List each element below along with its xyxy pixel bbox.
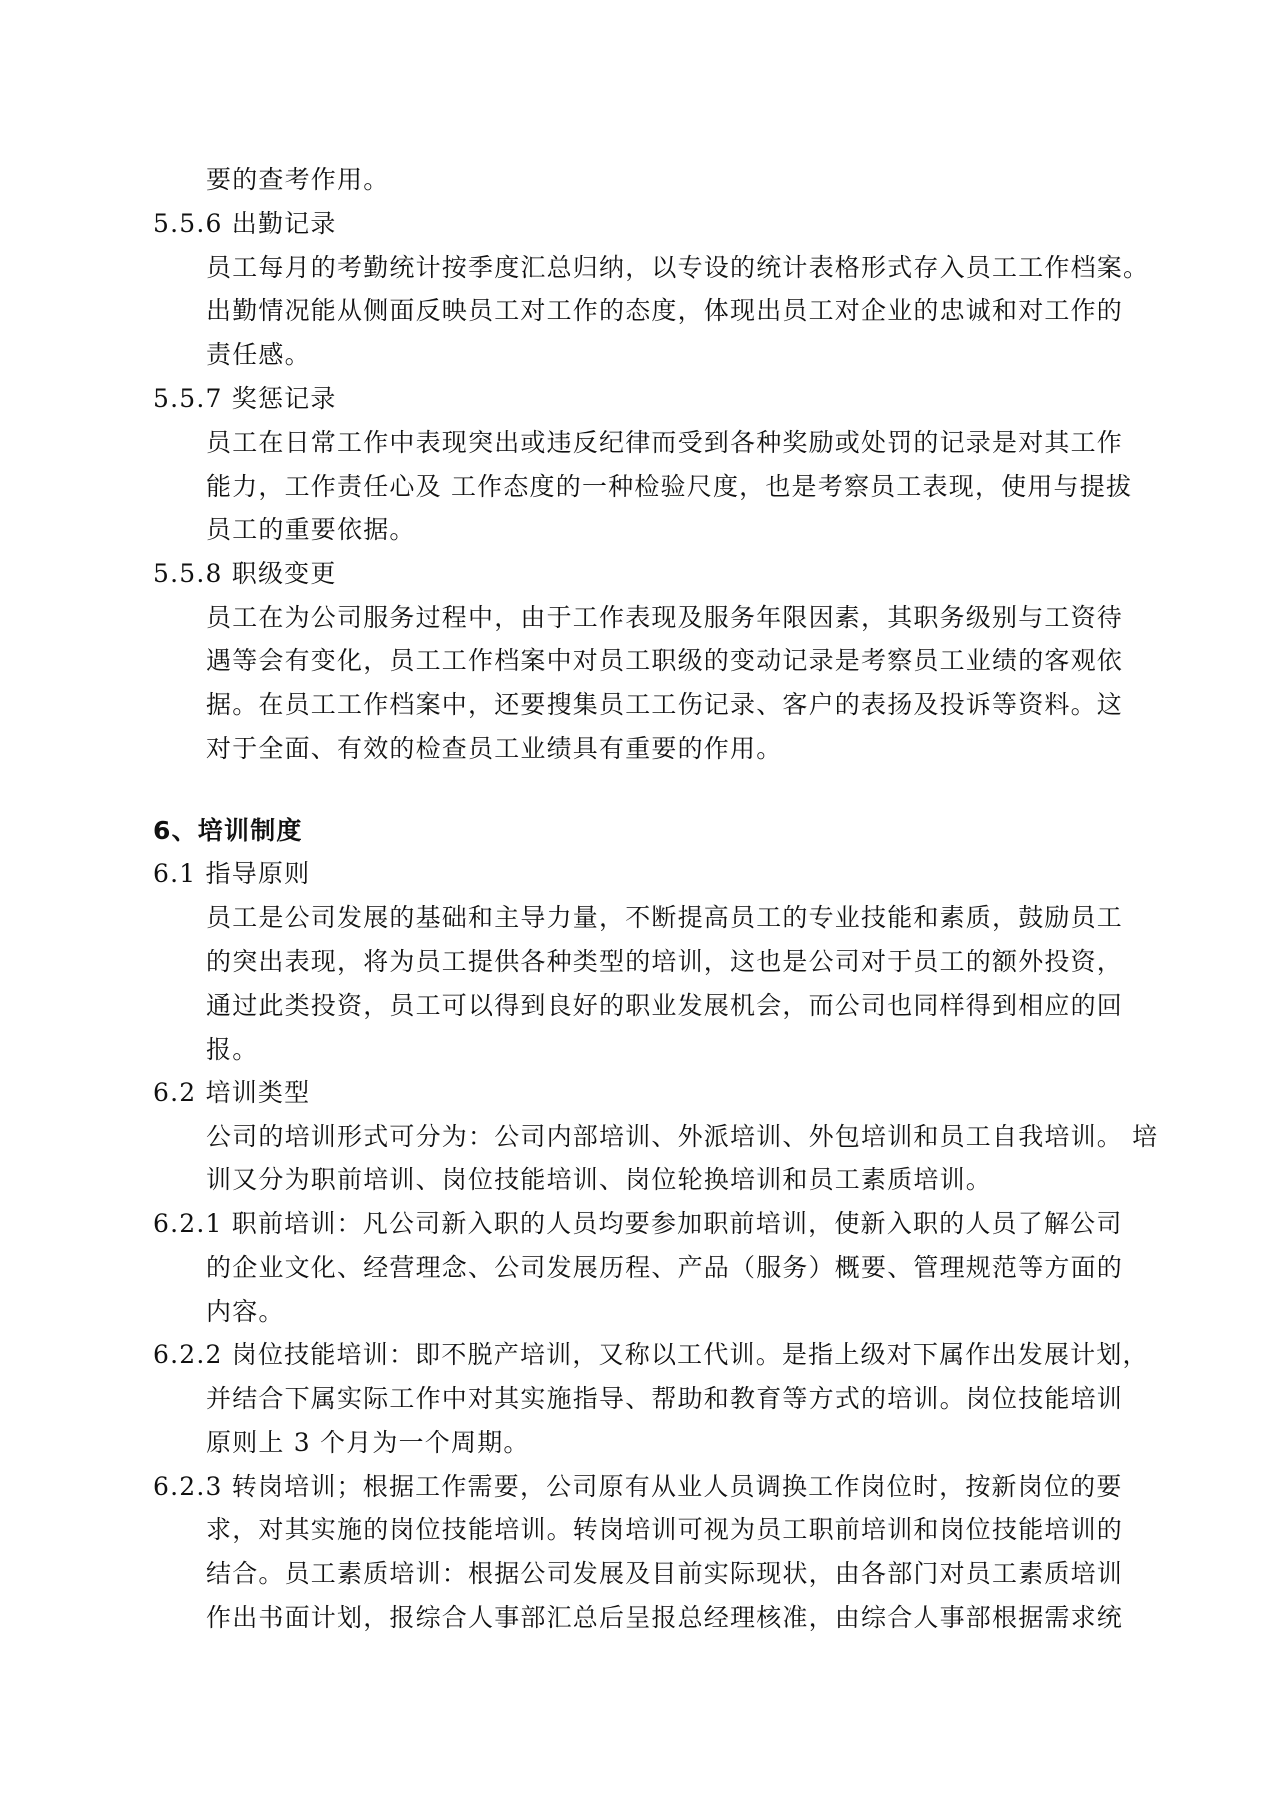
subsection-heading: 5.5.8 职级变更: [153, 559, 337, 588]
paragraph-line: 公司的培训形式可分为：公司内部培训、外派培训、外包培训和员工自我培训。 培: [206, 1122, 1159, 1151]
subsection-paragraph: 6.2.2 岗位技能培训：即不脱产培训，又称以工代训。是指上级对下属作出发展计划，: [153, 1340, 1149, 1369]
subsection-heading: 6.2 培训类型: [153, 1078, 311, 1107]
paragraph-line: 员工每月的考勤统计按季度汇总归纳，以专设的统计表格形式存入员工工作档案。: [206, 253, 1150, 282]
paragraph-line: 的企业文化、经营理念、公司发展历程、产品（服务）概要、管理规范等方面的: [206, 1253, 1124, 1282]
paragraph-line: 员工是公司发展的基础和主导力量，不断提高员工的专业技能和素质，鼓励员工: [206, 903, 1124, 932]
paragraph-line: 责任感。: [206, 340, 311, 369]
subsection-heading: 6.1 指导原则: [153, 859, 311, 888]
paragraph-line: 对于全面、有效的检查员工业绩具有重要的作用。: [206, 734, 783, 763]
subsection-heading: 5.5.7 奖惩记录: [153, 384, 337, 413]
paragraph-line: 求，对其实施的岗位技能培训。转岗培训可视为员工职前培训和岗位技能培训的: [206, 1515, 1124, 1544]
paragraph-line: 作出书面计划，报综合人事部汇总后呈报总经理核准，由综合人事部根据需求统: [206, 1603, 1124, 1632]
paragraph-line: 的突出表现，将为员工提供各种类型的培训，这也是公司对于员工的额外投资，: [206, 947, 1124, 976]
paragraph-line: 要的查考作用。: [206, 165, 390, 194]
paragraph-line: 通过此类投资，员工可以得到良好的职业发展机会，而公司也同样得到相应的回: [206, 991, 1124, 1020]
paragraph-line: 员工的重要依据。: [206, 515, 416, 544]
paragraph-line: 出勤情况能从侧面反映员工对工作的态度，体现出员工对企业的忠诚和对工作的: [206, 296, 1124, 325]
paragraph-line: 员工在为公司服务过程中，由于工作表现及服务年限因素，其职务级别与工资待: [206, 603, 1124, 632]
paragraph-line: 报。: [206, 1035, 259, 1064]
subsection-paragraph: 6.2.3 转岗培训；根据工作需要，公司原有从业人员调换工作岗位时，按新岗位的要: [153, 1472, 1123, 1501]
paragraph-line: 原则上 3 个月为一个周期。: [206, 1428, 530, 1457]
subsection-paragraph: 6.2.1 职前培训：凡公司新入职的人员均要参加职前培训，使新入职的人员了解公司: [153, 1209, 1123, 1238]
paragraph-line: 内容。: [206, 1297, 285, 1326]
paragraph-line: 结合。员工素质培训：根据公司发展及目前实际现状，由各部门对员工素质培训: [206, 1559, 1124, 1588]
section-title: 6、培训制度: [153, 816, 303, 845]
paragraph-line: 训又分为职前培训、岗位技能培训、岗位轮换培训和员工素质培训。: [206, 1165, 993, 1194]
paragraph-line: 能力，工作责任心及 工作态度的一种检验尺度，也是考察员工表现，使用与提拔: [206, 472, 1133, 501]
paragraph-line: 员工在日常工作中表现突出或违反纪律而受到各种奖励或处罚的记录是对其工作: [206, 428, 1124, 457]
subsection-heading: 5.5.6 出勤记录: [153, 209, 337, 238]
paragraph-line: 遇等会有变化，员工工作档案中对员工职级的变动记录是考察员工业绩的客观依: [206, 646, 1124, 675]
paragraph-line: 并结合下属实际工作中对其实施指导、帮助和教育等方式的培训。岗位技能培训: [206, 1384, 1124, 1413]
paragraph-line: 据。在员工工作档案中，还要搜集员工工伤记录、客户的表扬及投诉等资料。这: [206, 690, 1124, 719]
